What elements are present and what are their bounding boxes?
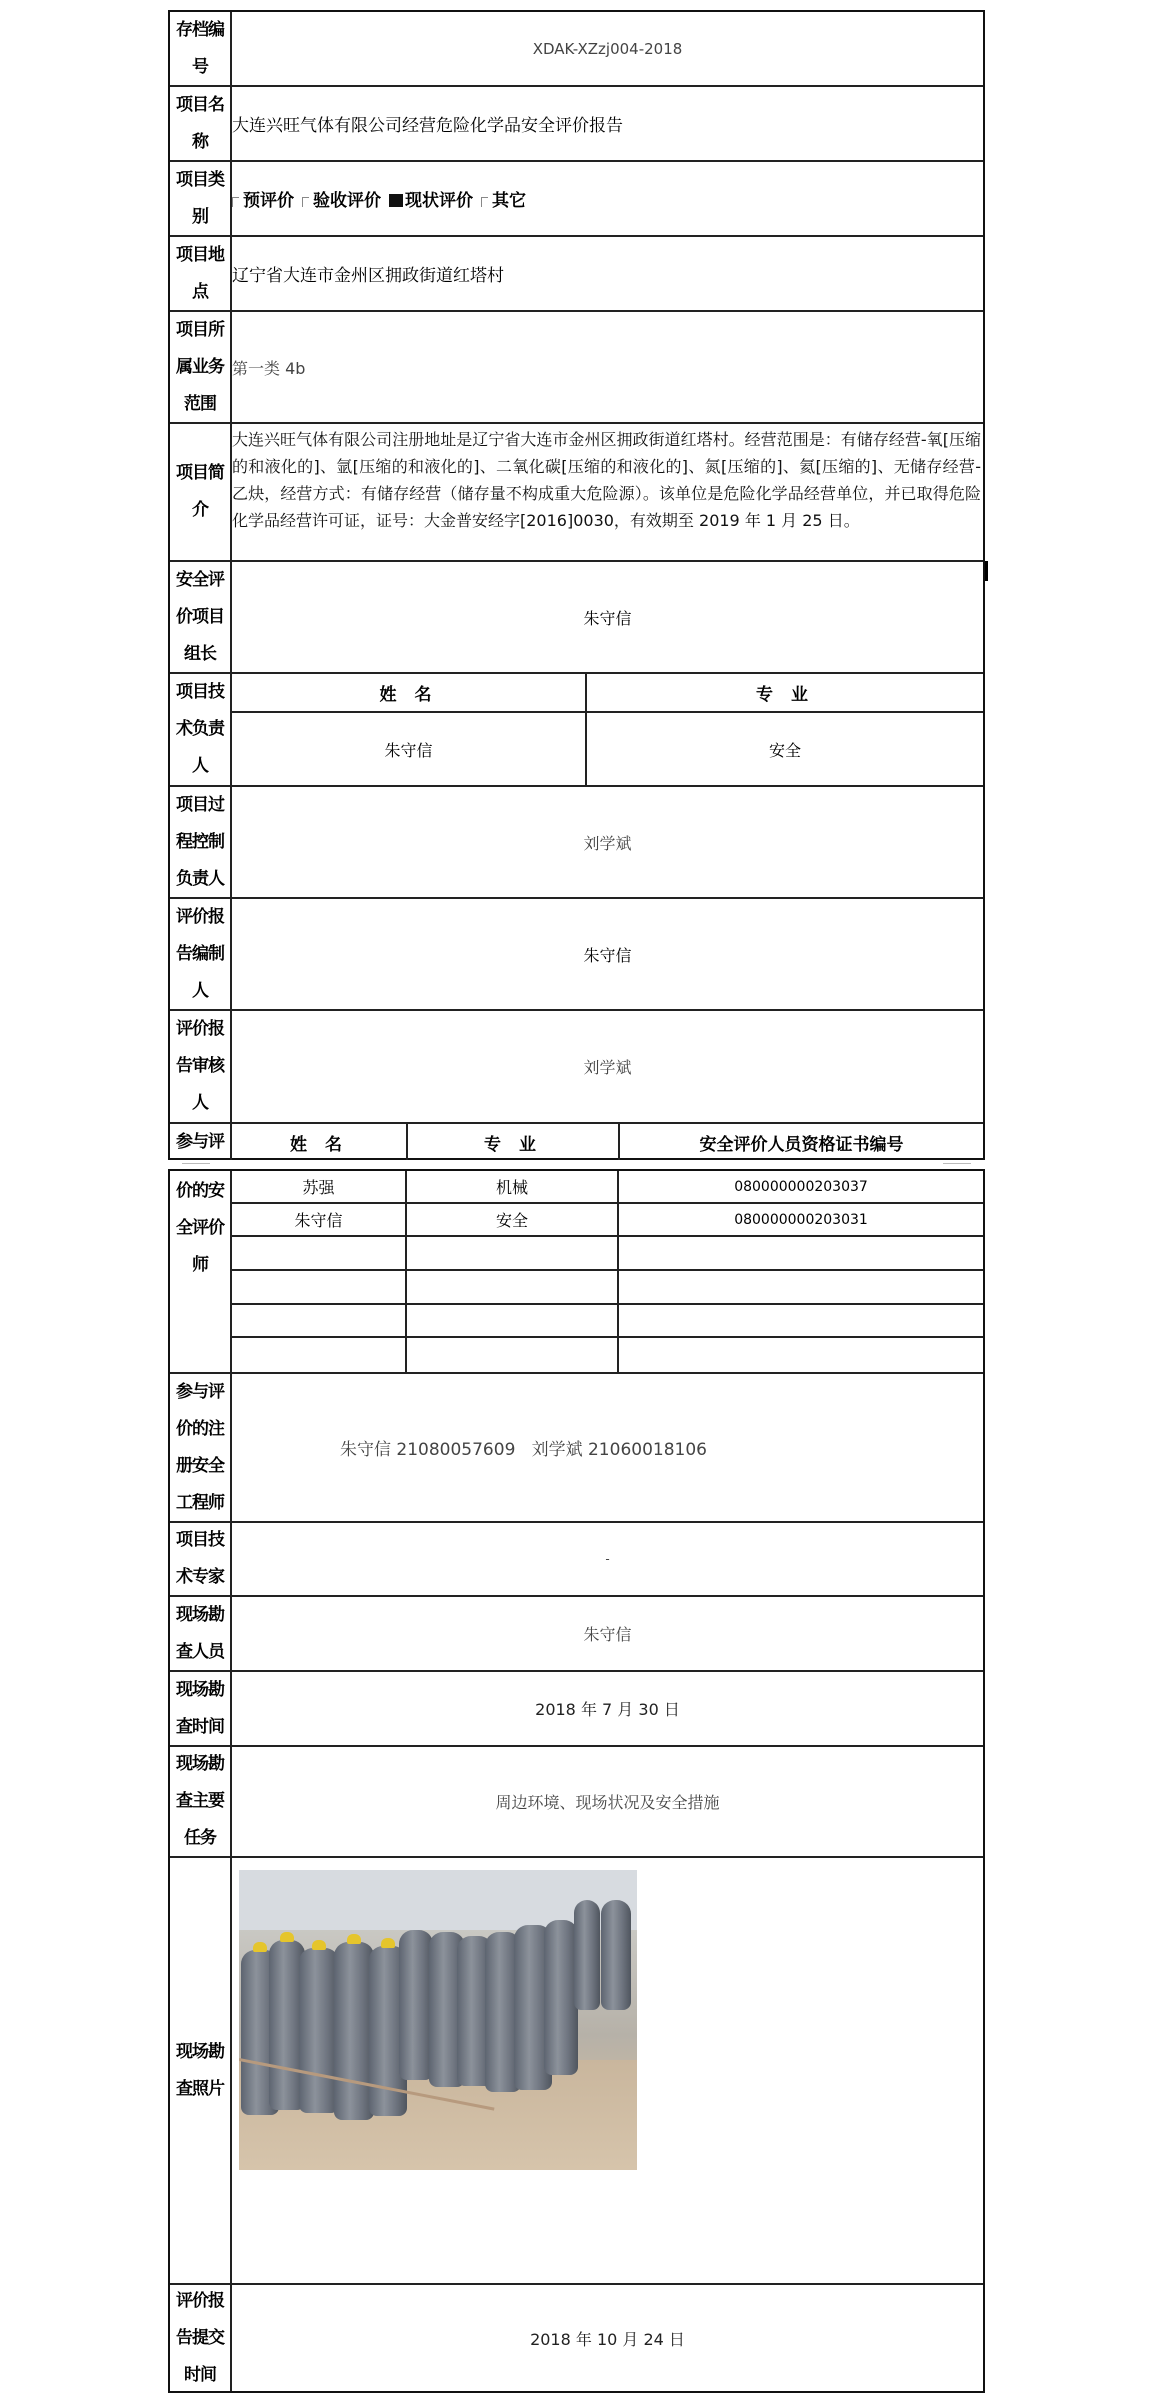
cylinder-cap bbox=[280, 1932, 294, 1942]
evaluators-table bbox=[232, 1171, 983, 1372]
evaluator-cert bbox=[619, 1305, 983, 1336]
project-location-value: 辽宁省大连市金州区拥政街道红塔村 bbox=[232, 266, 504, 286]
row-archive-no bbox=[170, 12, 983, 87]
registered-engineers-value: 朱守信 21080057609 刘学斌 21060018106 bbox=[340, 1440, 707, 1460]
label-site-time: 现场勘 查时间 bbox=[170, 1672, 232, 1745]
row-site-tasks bbox=[170, 1747, 983, 1858]
evaluators-header-major: 专 业 bbox=[408, 1124, 620, 1160]
tech-lead-header-row bbox=[232, 674, 983, 713]
label-process-control: 项目过 程控制 负责人 bbox=[170, 787, 232, 897]
evaluator-name bbox=[232, 1305, 407, 1336]
row-project-type bbox=[170, 162, 983, 237]
evaluator-name: 苏强 bbox=[232, 1171, 407, 1202]
evaluator-cert bbox=[619, 1271, 983, 1303]
evaluators-header-cert: 安全评价人员资格证书编号 bbox=[699, 1134, 904, 1155]
row-business-scope bbox=[170, 312, 983, 424]
evaluator-cert: 080000000203031 bbox=[734, 1211, 868, 1228]
row-submit-time bbox=[170, 2285, 983, 2391]
row-evaluators bbox=[170, 1171, 983, 1374]
row-site-time bbox=[170, 1672, 983, 1747]
label-site-photo: 现场勘 查照片 bbox=[170, 1858, 232, 2283]
tech-lead-header-major: 专 业 bbox=[756, 685, 814, 705]
evaluator-row bbox=[232, 1237, 983, 1271]
site-inspectors-value: 朱守信 bbox=[583, 1625, 632, 1644]
checkbox-filled-icon bbox=[389, 194, 403, 207]
label-submit-time: 评价报 告提交 时间 bbox=[170, 2285, 232, 2391]
page-break-mark bbox=[943, 1163, 971, 1164]
evaluator-row bbox=[232, 1204, 983, 1237]
process-control-value: 刘学斌 bbox=[583, 833, 632, 853]
label-tech-lead: 项目技 术负责 人 bbox=[170, 674, 232, 785]
row-project-location bbox=[170, 237, 983, 312]
evaluator-row bbox=[232, 1338, 983, 1372]
row-project-intro bbox=[170, 424, 983, 562]
gas-cylinder bbox=[574, 1900, 600, 2010]
label-project-type: 项目类 别 bbox=[170, 162, 232, 235]
row-registered-engineers bbox=[170, 1374, 983, 1523]
evaluator-cert bbox=[619, 1237, 983, 1269]
evaluator-cert bbox=[619, 1338, 983, 1372]
tech-experts-value: - bbox=[605, 1552, 610, 1566]
cylinder-cap bbox=[312, 1940, 326, 1950]
row-report-reviewer bbox=[170, 1011, 983, 1124]
project-name-value: 大连兴旺气体有限公司经营危险化学品安全评价报告 bbox=[232, 116, 623, 136]
label-report-author: 评价报 告编制 人 bbox=[170, 899, 232, 1009]
evaluator-name bbox=[232, 1338, 407, 1372]
label-registered-engineers: 参与评 价的注 册安全 工程师 bbox=[170, 1374, 232, 1521]
checkbox-empty-icon bbox=[302, 197, 309, 207]
option-pre-evaluation[interactable]: 预评价 bbox=[232, 186, 294, 211]
label-evaluators: 价的安 全评价 师 bbox=[170, 1171, 232, 1372]
tech-lead-value-row bbox=[232, 713, 983, 785]
tech-lead-name: 朱守信 bbox=[232, 713, 587, 785]
cylinder-cap bbox=[347, 1934, 361, 1944]
evaluators-header bbox=[232, 1124, 983, 1160]
business-scope-value: 第一类 4b bbox=[232, 358, 306, 378]
label-site-inspectors: 现场勘 查人员 bbox=[170, 1597, 232, 1670]
gas-cylinder bbox=[334, 1942, 374, 2120]
team-leader-value: 朱守信 bbox=[583, 608, 632, 628]
report-reviewer-value: 刘学斌 bbox=[583, 1058, 632, 1077]
row-site-inspectors bbox=[170, 1597, 983, 1672]
form-table-part-1 bbox=[168, 10, 985, 1160]
evaluator-major bbox=[407, 1305, 619, 1336]
submit-time-value: 2018 年 10 月 24 日 bbox=[530, 2329, 685, 2349]
evaluator-major bbox=[407, 1237, 619, 1269]
gas-cylinder bbox=[299, 1948, 339, 2113]
label-evaluators-top: 参与评 bbox=[170, 1124, 232, 1160]
label-archive-no: 存档编 号 bbox=[170, 12, 232, 85]
label-project-intro: 项目简 介 bbox=[170, 424, 232, 560]
label-site-tasks: 现场勘 查主要 任务 bbox=[170, 1747, 232, 1856]
site-time-value: 2018 年 7 月 30 日 bbox=[535, 1700, 680, 1719]
project-type-options bbox=[232, 162, 983, 235]
option-acceptance-evaluation[interactable]: 验收评价 bbox=[302, 186, 381, 211]
evaluator-major: 机械 bbox=[407, 1171, 619, 1202]
project-intro-value: 大连兴旺气体有限公司注册地址是辽宁省大连市金州区拥政街道红塔村。经营范围是：有储存经营-氧[压缩的和液化的]、氩[压缩的和液化的]、二氧化碳[压缩的和液化的]、氮[压缩的]、氦[压缩的]、无储存经营-乙炔，经营方式：有储存经营（储存量不构成重大危险源）。该单位是危险化学品经营单位，并已取得危险化学品经营许可证，证号：大金普安经字[2016]0030，有效期至 2019 年 1 月 25 日。 bbox=[232, 430, 981, 530]
edge-mark bbox=[985, 561, 988, 581]
cylinder-cap bbox=[381, 1938, 395, 1948]
gas-cylinder bbox=[544, 1920, 578, 2075]
evaluator-cert: 080000000203037 bbox=[734, 1178, 868, 1195]
checkbox-empty-icon bbox=[232, 197, 239, 207]
row-team-leader bbox=[170, 562, 983, 674]
row-tech-lead bbox=[170, 674, 983, 787]
label-team-leader: 安全评 价项目 组长 bbox=[170, 562, 232, 672]
site-tasks-value: 周边环境、现场状况及安全措施 bbox=[495, 1793, 720, 1812]
row-project-name bbox=[170, 87, 983, 162]
label-tech-experts: 项目技 术专家 bbox=[170, 1523, 232, 1595]
label-business-scope: 项目所 属业务 范围 bbox=[170, 312, 232, 422]
tech-lead-header-name: 姓 名 bbox=[232, 674, 587, 711]
evaluator-row bbox=[232, 1171, 983, 1204]
evaluator-name bbox=[232, 1237, 407, 1269]
gas-cylinder bbox=[399, 1930, 433, 2080]
evaluator-major bbox=[407, 1338, 619, 1372]
evaluator-name: 朱守信 bbox=[232, 1204, 407, 1235]
evaluator-major bbox=[407, 1271, 619, 1303]
gas-cylinder bbox=[601, 1900, 631, 2010]
row-tech-experts bbox=[170, 1523, 983, 1597]
tech-lead-major: 安全 bbox=[768, 740, 801, 760]
evaluator-major: 安全 bbox=[407, 1204, 619, 1235]
option-other[interactable]: 其它 bbox=[481, 186, 526, 211]
checkbox-empty-icon bbox=[481, 197, 488, 207]
site-photo bbox=[239, 1870, 637, 2170]
row-process-control bbox=[170, 787, 983, 899]
evaluator-row bbox=[232, 1271, 983, 1305]
evaluator-name bbox=[232, 1271, 407, 1303]
option-status-evaluation[interactable]: 现状评价 bbox=[389, 186, 473, 211]
archive-no-value: XDAK-XZzj004-2018 bbox=[532, 39, 683, 58]
label-project-name: 项目名 称 bbox=[170, 87, 232, 160]
label-project-location: 项目地 点 bbox=[170, 237, 232, 310]
cylinder-cap bbox=[253, 1942, 267, 1952]
label-report-reviewer: 评价报 告审核 人 bbox=[170, 1011, 232, 1122]
evaluators-header-name: 姓 名 bbox=[232, 1124, 408, 1160]
form-table-part-2 bbox=[168, 1169, 985, 2393]
report-author-value: 朱守信 bbox=[583, 945, 632, 965]
row-evaluators-header bbox=[170, 1124, 983, 1160]
page-break-mark bbox=[182, 1163, 210, 1164]
row-report-author bbox=[170, 899, 983, 1011]
evaluator-row bbox=[232, 1305, 983, 1338]
